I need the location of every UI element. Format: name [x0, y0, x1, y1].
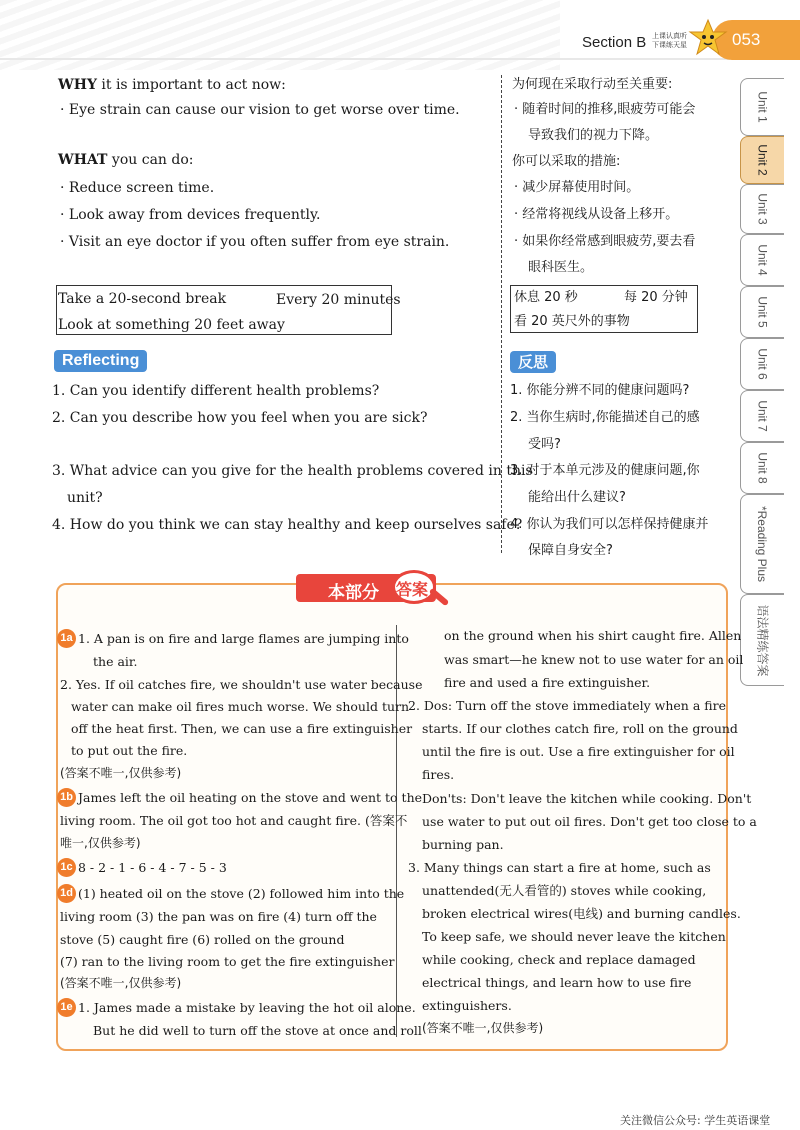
- tip-cn-line-1-right: 每 20 分钟: [624, 290, 688, 305]
- tab-unit-6[interactable]: [740, 338, 784, 390]
- question-cn: 3. 对于本单元涉及的健康问题,你: [510, 463, 700, 478]
- header-rule: [0, 58, 730, 60]
- answer-note: (答案不唯一,仅供参考): [422, 1021, 544, 1035]
- answer-line: James left the oil heating on the stove and went to the: [78, 790, 423, 805]
- answer-line: 2. Dos: Turn off the stove immediately when a fire: [408, 698, 726, 713]
- banner-title: 本部分: [328, 583, 379, 603]
- answer-line: (7) ran to the living room to get the fire extinguisher: [60, 954, 395, 969]
- tab-label: *Reading Plus: [755, 505, 770, 583]
- why-rest: it is important to act now:: [96, 77, 286, 93]
- answer-line: while cooking, check and replace damaged: [422, 952, 696, 967]
- what-cn-item: · 减少屏幕使用时间。: [514, 180, 640, 195]
- question-cn: 保障自身安全?: [528, 543, 613, 558]
- answer-line: until the fire is out. Use a fire extinguisher for oil: [422, 744, 735, 759]
- banner-circle-text: 答案: [396, 580, 429, 599]
- what-cn-item: · 经常将视线从设备上移开。: [514, 207, 679, 222]
- section-subtitle: 上课认真听 下课练天星: [652, 32, 687, 49]
- tab-unit-1[interactable]: [740, 78, 784, 136]
- what-line: [58, 151, 194, 169]
- column-divider: [501, 75, 502, 553]
- why-cn-item: · 随着时间的推移,眼疲劳可能会: [514, 102, 696, 117]
- page-number: 053: [732, 30, 761, 49]
- answer-line: To keep safe, we should never leave the kitchen: [422, 929, 726, 944]
- tab-unit-2[interactable]: [740, 136, 784, 184]
- badge-1d: 1d: [57, 884, 76, 903]
- answer-line: fire and used a fire extinguisher.: [444, 675, 651, 690]
- answer-line: was smart—he knew not to use water for an oil: [444, 652, 744, 667]
- question: 4. How do you think we can stay healthy and keep ourselves safe?: [52, 517, 523, 533]
- answer-line: extinguishers.: [422, 998, 512, 1013]
- tab-grammar-answers[interactable]: [740, 594, 784, 686]
- tip-line-1-left: Take a 20-second break: [58, 291, 227, 307]
- answer-line: starts. If our clothes catch fire, roll on the ground: [422, 721, 738, 736]
- reflecting-label: Reflecting: [54, 350, 147, 372]
- tab-label: Unit 4: [755, 244, 770, 276]
- badge-1a: 1a: [57, 629, 76, 648]
- answer-line: on the ground when his shirt caught fire. Allen: [444, 628, 742, 643]
- why-item: · Eye strain can cause our vision to get worse over time.: [60, 102, 460, 118]
- answer-line: 3. Many things can start a fire at home, such as: [408, 860, 711, 875]
- question-cn: 能给出什么建议?: [528, 490, 626, 505]
- tab-label: Unit 1: [755, 91, 770, 123]
- answer-line: off the heat first. Then, we can use a fire extinguisher: [71, 721, 413, 736]
- what-item: · Visit an eye doctor if you often suffer from eye strain.: [60, 234, 450, 250]
- answer-note: 唯一,仅供参考): [60, 836, 141, 850]
- what-cn-item: 眼科医生。: [528, 260, 594, 275]
- answer-line: (1) heated oil on the stove (2) followed him into the: [78, 886, 405, 901]
- answer-line: fires.: [422, 767, 455, 782]
- answer-line: electrical things, and learn how to use fire: [422, 975, 692, 990]
- answer-banner: [296, 570, 486, 604]
- tab-unit-5[interactable]: [740, 286, 784, 338]
- question-continued: unit?: [67, 490, 103, 506]
- answer-line: But he did well to turn off the stove at once and roll: [93, 1023, 422, 1038]
- what-heading: WHAT: [58, 152, 108, 168]
- what-item: · Look away from devices frequently.: [60, 207, 321, 223]
- answer-note: (答案不唯一,仅供参考): [60, 766, 182, 780]
- answer-line: broken electrical wires(电线) and burning candles.: [422, 906, 741, 921]
- question: 2. Can you describe how you feel when you are sick?: [52, 410, 428, 426]
- why-line: [58, 76, 286, 94]
- answer-line: to put out the fire.: [71, 743, 188, 758]
- answer-line: unattended(无人看管的) stoves while cooking,: [422, 883, 707, 898]
- answer-line: Don'ts: Don't leave the kitchen while cooking. Don't: [422, 791, 752, 806]
- tab-label: Unit 3: [755, 193, 770, 225]
- why-cn-item: 导致我们的视力下降。: [528, 128, 659, 143]
- answer-line: use water to put out oil fires. Don't get too close to a: [422, 814, 757, 829]
- what-rest: you can do:: [107, 152, 194, 168]
- question-cn: 4. 你认为我们可以怎样保持健康并: [510, 517, 709, 532]
- what-item: · Reduce screen time.: [60, 180, 215, 196]
- tab-label: Unit 7: [755, 400, 770, 432]
- what-cn-item: · 如果你经常感到眼疲劳,要去看: [514, 234, 696, 249]
- answer-line: water can make oil fires much worse. We should turn: [71, 699, 410, 714]
- answer-line: 1. A pan is on fire and large flames are jumping into: [78, 631, 409, 646]
- what-cn: 你可以采取的措施:: [512, 154, 621, 169]
- tip-cn-line-2: 看 20 英尺外的事物: [514, 314, 630, 329]
- question: 1. Can you identify different health problems?: [52, 383, 380, 399]
- tab-label: Unit 2: [755, 144, 770, 176]
- tip-line-2: Look at something 20 feet away: [58, 317, 285, 333]
- why-cn: 为何现在采取行动至关重要:: [512, 77, 673, 92]
- answer-line: 1. James made a mistake by leaving the hot oil alone.: [78, 1000, 416, 1015]
- question: 3. What advice can you give for the health problems covered in this: [52, 463, 533, 479]
- answer-line: living room (3) the pan was on fire (4) turn off the: [60, 909, 377, 924]
- tab-label: Unit 8: [755, 452, 770, 484]
- reflect-label-cn: 反思: [510, 351, 556, 373]
- badge-1b: 1b: [57, 788, 76, 807]
- footer-credit: 关注微信公众号: 学生英语课堂: [620, 1114, 771, 1127]
- answer-note: (答案不唯一,仅供参考): [60, 976, 182, 990]
- question-cn: 1. 你能分辨不同的健康问题吗?: [510, 383, 690, 398]
- tab-unit-4[interactable]: [740, 234, 784, 286]
- answer-line: living room. The oil got too hot and caught fire. (答案不: [60, 813, 408, 828]
- answer-line: 2. Yes. If oil catches fire, we shouldn't use water because: [60, 677, 423, 692]
- answer-line: burning pan.: [422, 837, 504, 852]
- section-label: Section B: [582, 34, 647, 51]
- answer-line: stove (5) caught fire (6) rolled on the ground: [60, 932, 345, 947]
- tab-label: Unit 5: [755, 296, 770, 328]
- badge-1e: 1e: [57, 998, 76, 1017]
- tab-label: Unit 6: [755, 348, 770, 380]
- why-heading: WHY: [58, 77, 97, 93]
- tab-unit-7[interactable]: [740, 390, 784, 442]
- tab-reading-plus[interactable]: [740, 494, 784, 594]
- badge-1c: 1c: [57, 858, 76, 877]
- tip-line-1-right: Every 20 minutes: [276, 292, 401, 308]
- answer-line: 8 - 2 - 1 - 6 - 4 - 7 - 5 - 3: [78, 860, 227, 875]
- question-cn: 受吗?: [528, 437, 561, 452]
- question-cn: 2. 当你生病时,你能描述自己的感: [510, 410, 700, 425]
- answer-line: the air.: [93, 654, 138, 669]
- tab-label: 语法精练答案: [755, 603, 770, 677]
- star-mascot-icon: [688, 18, 728, 58]
- tab-unit-3[interactable]: [740, 184, 784, 234]
- tip-cn-line-1-left: 休息 20 秒: [514, 290, 578, 305]
- tab-unit-8[interactable]: [740, 442, 784, 494]
